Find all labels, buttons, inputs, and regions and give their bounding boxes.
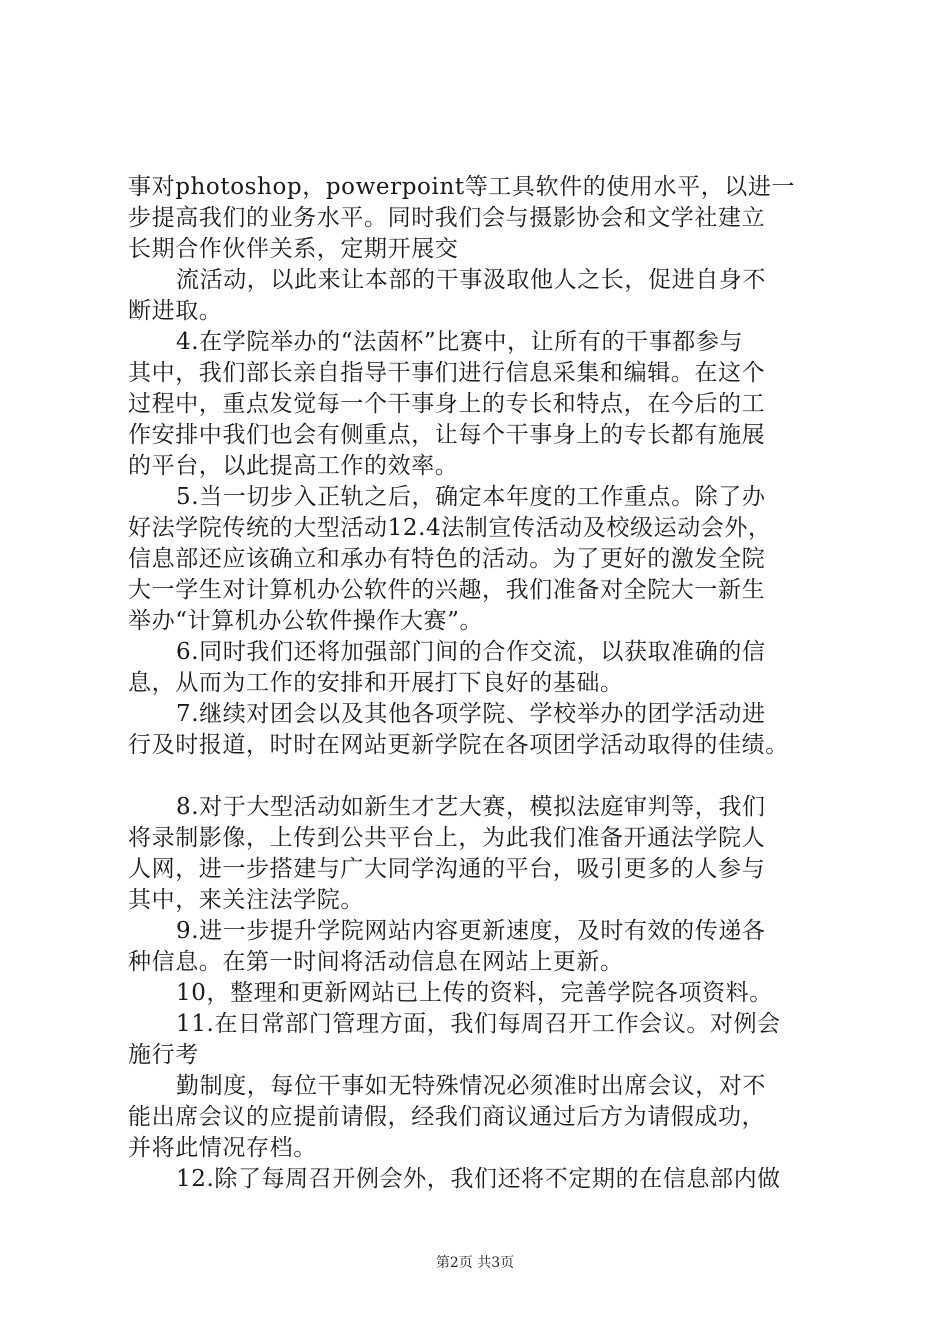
- document-body: [128, 172, 840, 1195]
- text-line: 作安排中我们也会有侧重点，让每个干事身上的专长都有施展: [128, 422, 766, 448]
- text-line: 举办“计算机办公软件操作大赛”。: [128, 608, 484, 634]
- paragraph-11-start: 11.在日常部门管理方面，我们每周召开工作会议。对例会: [176, 1011, 781, 1037]
- paragraph-10-start: 10，整理和更新网站已上传的资料，完善学院各项资料。: [176, 980, 773, 1006]
- paragraph-9-start: 9.进一步提升学院网站内容更新速度，及时有效的传递各: [176, 918, 766, 944]
- text-line: 大一学生对计算机办公软件的兴趣，我们准备对全院大一新生: [128, 577, 766, 603]
- paragraph-8-start: 8.对于大型活动如新生才艺大赛，模拟法庭审判等，我们: [176, 794, 766, 820]
- text-line: 长期合作伙伴关系，定期开展交: [128, 236, 459, 262]
- text-line: 种信息。在第一时间将活动信息在网站上更新。: [128, 949, 624, 975]
- paragraph-5-start: 5.当一切步入正轨之后，确定本年度的工作重点。除了办: [176, 484, 766, 510]
- text-line: 信息部还应该确立和承办有特色的活动。为了更好的激发全院: [128, 546, 766, 572]
- text-line: 事对photoshop，powerpoint等工具软件的使用水平，以进一: [128, 174, 796, 200]
- text-line: 息，从而为工作的安排和开展打下良好的基础。: [128, 670, 624, 696]
- text-line: 并将此情况存档。: [128, 1135, 317, 1161]
- text-line: 好法学院传统的大型活动12.4法制宣传活动及校级运动会外，: [128, 515, 772, 541]
- text-line: 施行考: [128, 1042, 199, 1068]
- text-line: 能出席会议的应提前请假，经我们商议通过后方为请假成功，: [128, 1104, 766, 1130]
- text-line: 流活动，以此来让本部的干事汲取他人之长，促进自身不: [176, 267, 766, 293]
- paragraph-12-start: 12.除了每周召开例会外，我们还将不定期的在信息部内做: [176, 1166, 781, 1192]
- paragraph-7-start: 7.继续对团会以及其他各项学院、学校举办的团学活动进: [176, 701, 766, 727]
- text-line: 其中，来关注法学院。: [128, 887, 364, 913]
- text-line: 过程中，重点发觉每一个干事身上的专长和特点，在今后的工: [128, 391, 766, 417]
- paragraph-4-start: 4.在学院举办的“法茵杯”比赛中，让所有的干事都参与: [176, 329, 744, 355]
- text-line: 步提高我们的业务水平。同时我们会与摄影协会和文学社建立: [128, 205, 766, 231]
- text-line: 其中，我们部长亲自指导干事们进行信息采集和编辑。在这个: [128, 360, 766, 386]
- page-number-footer: 第2页 共3页: [435, 1255, 515, 1271]
- text-line: 人网，进一步搭建与广大同学沟通的平台，吸引更多的人参与: [128, 856, 766, 882]
- text-line: 行及时报道，时时在网站更新学院在各项团学活动取得的佳绩。: [128, 732, 789, 758]
- paragraph-gap: [128, 761, 840, 792]
- text-line: 断进取。: [128, 298, 223, 324]
- text-line: 的平台，以此提高工作的效率。: [128, 453, 459, 479]
- text-line: 勤制度，每位干事如无特殊情况必须准时出席会议，对不: [176, 1073, 766, 1099]
- paragraph-6-start: 6.同时我们还将加强部门间的合作交流，以获取准确的信: [176, 639, 766, 665]
- text-line: 将录制影像，上传到公共平台上，为此我们准备开通法学院人: [128, 825, 766, 851]
